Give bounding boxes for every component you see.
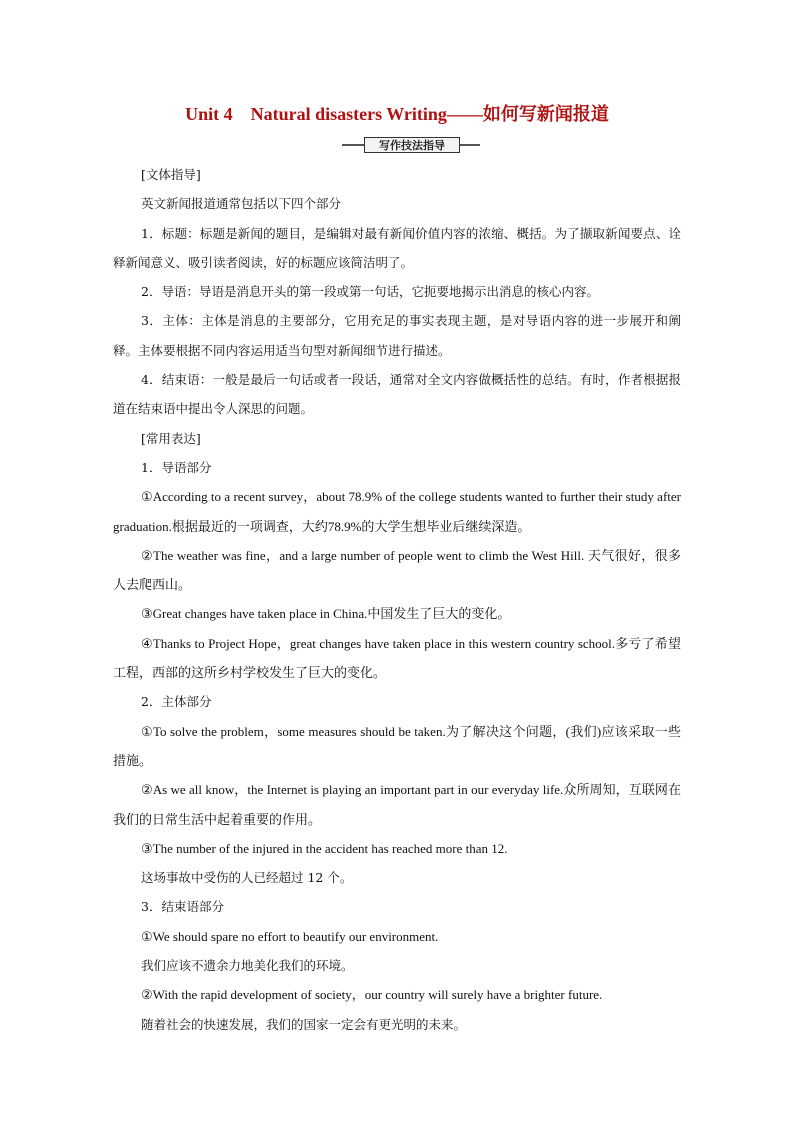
genre-item-ending: 4．结束语：一般是最后一句话或者一段话，通常对全文内容做概括性的总结。有时，作者根据报道在结束语中提出令人深思的问题。 xyxy=(113,372,681,417)
document-body xyxy=(113,160,681,1039)
lead-example-1: ①According to a recent survey，about 78.9% of the college students wanted to further their study after graduation.根据最近的一项调查，大约78.9%的大学生想毕业后继续深造。 xyxy=(113,489,681,534)
body-example-3-zh: 这场事故中受伤的人已经超过 12 个。 xyxy=(141,870,353,886)
body-example-2: ②As we all know，the Internet is playing an important part in our everyday life.众所周知，互联网在我们的日常生活中起着重要的作用。 xyxy=(113,782,681,827)
section-heading-expressions: [常用表达] xyxy=(141,430,201,446)
subheading-ending: 3．结束语部分 xyxy=(141,899,224,915)
subheading-lead: 1．导语部分 xyxy=(141,459,212,475)
lead-example-2: ②The weather was fine，and a large number of people went to climb the West Hill. 天气很好，很多人去爬西山。 xyxy=(113,547,681,593)
section-heading-genre: [文体指导] xyxy=(141,167,201,182)
ending-example-1-zh: 我们应该不遗余力地美化我们的环境。 xyxy=(141,958,354,974)
genre-item-title: 1．标题：标题是新闻的题目，是编辑对最有新闻价值内容的浓缩、概括。为了撷取新闻要点、诠释新闻意义、吸引读者阅读，好的标题应该简洁明了。 xyxy=(113,225,681,270)
body-example-3-en: ③The number of the injured in the accident has reached more than 12. xyxy=(141,840,508,856)
section-badge xyxy=(342,137,480,152)
lead-example-4: ④Thanks to Project Hope，great changes have taken place in this western country school.多亏了希望工程，西部的这所乡村学校发生了巨大的变化。 xyxy=(113,635,681,681)
lead-example-3: ③Great changes have taken place in China.中国发生了巨大的变化。 xyxy=(141,606,511,622)
genre-intro: 英文新闻报道通常包括以下四个部分 xyxy=(141,196,342,212)
genre-item-body: 3．主体：主体是消息的主要部分，它用充足的事实表现主题，是对导语内容的进一步展开和阐释。主体要根据不同内容运用适当句型对新闻细节进行描述。 xyxy=(113,313,681,358)
ending-example-2-en: ②With the rapid development of society，our country will surely have a brighter future. xyxy=(141,987,603,1003)
body-example-1: ①To solve the problem，some measures should be taken.为了解决这个问题，(我们)应该采取一些措施。 xyxy=(113,723,681,768)
genre-item-lead: 2．导语：导语是消息开头的第一段或第一句话，它扼要地揭示出消息的核心内容。 xyxy=(141,284,599,300)
ending-example-1-en: ①We should spare no effort to beautify our environment. xyxy=(141,928,439,944)
badge-label: 写作技法指导 xyxy=(364,137,460,153)
subheading-body: 2．主体部分 xyxy=(141,694,212,710)
ending-example-2-zh: 随着社会的快速发展，我们的国家一定会有更光明的未来。 xyxy=(141,1016,467,1032)
page-title: Unit 4 Natural disasters Writing——如何写新闻报道 xyxy=(185,104,609,124)
